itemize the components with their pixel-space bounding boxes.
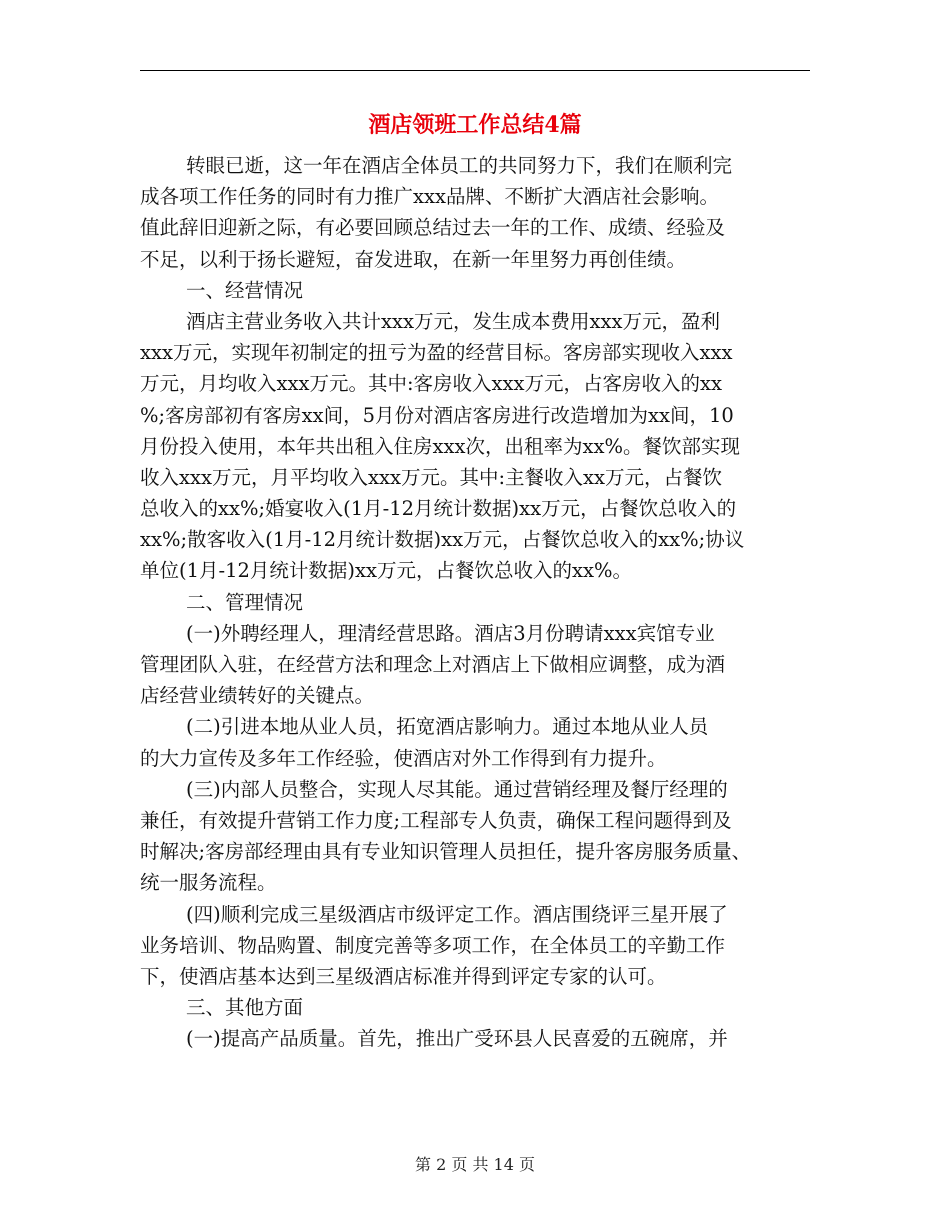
body-line: 不足，以利于扬长避短，奋发进取，在新一年里努力再创佳绩。 [140,247,687,271]
body-line: 三、其他方面 [186,996,304,1020]
body-line: 万元，月均收入xxx万元。其中:客房收入xxx万元，占客房收入的xx [140,372,723,396]
body-line: 下，使酒店基本达到三星级酒店标准并得到评定专家的认可。 [140,964,667,988]
body-line: 时解决;客房部经理由具有专业知识管理人员担任，提升客房服务质量、 [140,840,752,864]
page-footer: 第 2 页 共 14 页 [415,1155,535,1174]
body-line: 统一服务流程。 [140,871,277,895]
body-line: 一、经营情况 [186,278,304,302]
body-line: 转眼已逝，这一年在酒店全体员工的共同努力下，我们在顺利完 [186,154,733,177]
body-line: 管理团队入驻，在经营方法和理念上对酒店上下做相应调整，成为酒 [140,653,726,676]
body-line: 成各项工作任务的同时有力推广xxx品牌、不断扩大酒店社会影响。 [140,185,719,209]
body-line: (一)外聘经理人，理清经营思路。酒店3月份聘请xxx宾馆专业 [186,621,715,645]
document-title: 酒店领班工作总结4篇 [368,112,582,138]
body-line: (三)内部人员整合，实现人尽其能。通过营销经理及餐厅经理的 [186,777,728,801]
body-line: (二)引进本地从业人员，拓宽酒店影响力。通过本地从业人员 [186,715,709,739]
body-line: 月份投入使用，本年共出租入住房xxx次，出租率为xx%。餐饮部实现 [140,434,741,458]
body-line: 酒店主营业务收入共计xxx万元，发生成本费用xxx万元，盈利 [186,309,720,333]
body-line: 的大力宣传及多年工作经验，使酒店对外工作得到有力提升。 [140,746,667,770]
document-body [140,150,820,1054]
body-line: 店经营业绩转好的关键点。 [140,684,375,708]
body-line: 二、管理情况 [186,590,304,614]
body-line: 业务培训、物品购置、制度完善等多项工作，在全体员工的辛勤工作 [140,933,726,957]
body-line: (一)提高产品质量。首先，推出广受环县人民喜爱的五碗席，并 [186,1027,728,1051]
body-line: xx%;散客收入(1月-12月统计数据)xx万元，占餐饮总收入的xx%;协议 [140,528,745,552]
body-line: 单位(1月-12月统计数据)xx万元，占餐饮总收入的xx%。 [140,559,633,583]
body-line: xxx万元，实现年初制定的扭亏为盈的经营目标。客房部实现收入xxx [140,341,733,365]
body-line: 兼任，有效提升营销工作力度;工程部专人负责，确保工程问题得到及 [140,808,732,832]
body-line: 总收入的xx%;婚宴收入(1月-12月统计数据)xx万元，占餐饮总收入的 [140,497,737,521]
body-line: (四)顺利完成三星级酒店市级评定工作。酒店围绕评三星开展了 [186,902,728,926]
body-line: 值此辞旧迎新之际，有必要回顾总结过去一年的工作、成绩、经验及 [140,216,726,240]
body-line: 收入xxx万元，月平均收入xxx万元。其中:主餐收入xx万元，占餐饮 [140,465,723,489]
header-rule [140,70,810,71]
body-line: %;客房部初有客房xx间，5月份对酒店客房进行改造增加为xx间，10 [140,403,734,427]
